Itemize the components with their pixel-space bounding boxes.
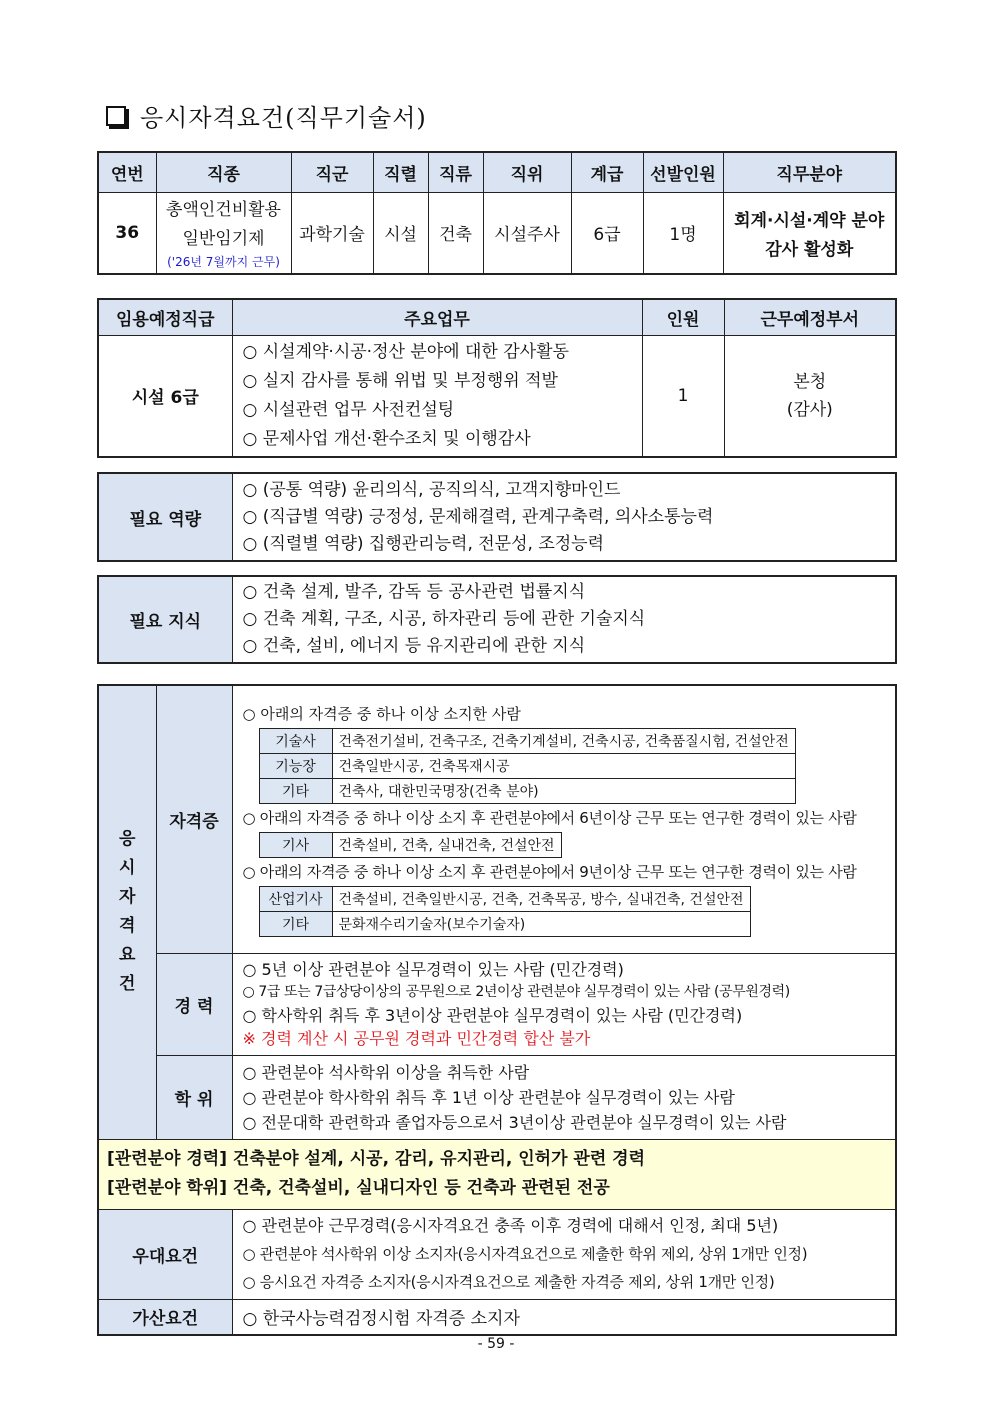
duty-count: 1 — [642, 335, 724, 457]
career-item: ○ 7급 또는 7급상당이상의 공무원으로 2년이상 관련분야 실무경력이 있는 사람 (공무원경력) — [242, 984, 790, 1000]
cert-label: 자격증 — [156, 685, 232, 953]
vert-char: 건 — [119, 974, 136, 995]
cert-kind: 기타 — [259, 778, 332, 803]
degree-item: ○ 관련분야 석사학위 이상을 취득한 사람 — [242, 1062, 530, 1082]
position-table — [97, 151, 897, 275]
related-career: [관련분야 경력] 건축분야 설계, 시공, 감리, 유지관리, 인허가 관련 경력 — [107, 1149, 646, 1169]
preference-item: ○ 관련분야 석사학위 이상 소지자(응시자격요건으로 제출한 학위 제외, 상위 1개만 인정) — [242, 1245, 808, 1263]
cert1-intro: ○ 아래의 자격증 중 하나 이상 소지한 사람 — [242, 704, 521, 723]
competency-item: ○ (직급별 역량) 긍정성, 문제해결력, 관계구축력, 의사소통능력 — [242, 506, 714, 527]
career-cell — [232, 953, 896, 1055]
knowledge-item: ○ 건축 계획, 구조, 시공, 하자관리 등에 관한 기술지식 — [242, 609, 646, 629]
cert-kind: 기술사 — [259, 728, 332, 753]
type-note: ('26년 7월까지 근무) — [167, 255, 280, 270]
duty-dept — [724, 335, 896, 457]
vert-char: 시 — [119, 858, 136, 879]
page-number: - 59 - — [477, 1336, 515, 1352]
header-count: 선발인원 — [643, 152, 723, 192]
field-line2: 감사 활성화 — [765, 239, 854, 260]
header-field: 직무분야 — [723, 152, 896, 192]
cert-list: 건축설비, 건축, 실내건축, 건설안전 — [332, 832, 561, 857]
cert-kind: 산업기사 — [259, 886, 332, 911]
duty-item: ○ 문제사업 개선·환수조치 및 이행감사 — [242, 428, 531, 449]
duty-list — [232, 335, 642, 457]
cert-list: 건축전기설비, 건축구조, 건축기계설비, 건축시공, 건축품질시험, 건설안전 — [332, 728, 795, 753]
header-people: 인원 — [642, 299, 724, 335]
knowledge-label: 필요 지식 — [98, 576, 232, 663]
duty-table — [97, 298, 897, 458]
degree-label: 학 위 — [156, 1055, 232, 1139]
header-appoint-grade: 임용예정직급 — [98, 299, 232, 335]
preference-item: ○ 응시요건 자격증 소지자(응시자격요건으로 제출한 자격증 제외, 상위 1개만 인정) — [242, 1273, 775, 1291]
row-class: 건축 — [428, 192, 483, 274]
header-grade: 계급 — [571, 152, 643, 192]
duty-item: ○ 실지 감사를 통해 위법 및 부정행위 적발 — [242, 370, 558, 391]
row-position: 시설주사 — [483, 192, 571, 274]
career-label: 경 력 — [156, 953, 232, 1055]
cert-list: 건축일반시공, 건축목재시공 — [332, 753, 795, 778]
cert-list: 문화재수리기술자(보수기술자) — [332, 911, 750, 936]
degree-item: ○ 전문대학 관련학과 졸업자등으로서 3년이상 관련분야 실무경력이 있는 사람 — [242, 1112, 787, 1132]
cert-cell — [232, 685, 896, 953]
row-count: 1명 — [643, 192, 723, 274]
checkbox-square-icon — [106, 106, 126, 126]
dept-line2: (감사) — [786, 399, 833, 420]
cert2-table — [259, 832, 562, 858]
requirements-table — [97, 684, 897, 1336]
vert-char: 요 — [119, 945, 136, 966]
type-line1: 총액인건비활용 — [166, 200, 281, 221]
bonus-label: 가산요건 — [98, 1299, 232, 1335]
header-no: 연번 — [98, 152, 156, 192]
header-position: 직위 — [483, 152, 571, 192]
cert-kind: 기능장 — [259, 753, 332, 778]
vert-char: 응 — [119, 829, 136, 850]
degree-item: ○ 관련분야 학사학위 취득 후 1년 이상 관련분야 실무경력이 있는 사람 — [242, 1087, 735, 1107]
page-title — [106, 98, 427, 133]
vert-char: 격 — [119, 916, 136, 937]
related-degree: [관련분야 학위] 건축, 건축설비, 실내디자인 등 건축과 관련된 전공 — [107, 1178, 610, 1198]
preference-item: ○ 관련분야 근무경력(응시자격요건 충족 이후 경력에 대해서 인정, 최대 5년) — [242, 1216, 779, 1235]
career-note: ※ 경력 계산 시 공무원 경력과 민간경력 합산 불가 — [242, 1029, 591, 1048]
appoint-grade: 시설 6급 — [98, 335, 232, 457]
type-line2: 일반임기제 — [182, 229, 265, 250]
vert-char: 자 — [119, 887, 136, 908]
competency-item: ○ (직렬별 역량) 집행관리능력, 전문성, 조정능력 — [242, 533, 605, 554]
duty-item: ○ 시설관련 업무 사전컨설팅 — [242, 399, 455, 420]
cert-kind: 기타 — [259, 911, 332, 936]
row-field — [723, 192, 896, 274]
row-no: 36 — [98, 192, 156, 274]
related-field-cell — [98, 1139, 896, 1209]
header-series: 직렬 — [373, 152, 428, 192]
competency-table — [97, 472, 897, 562]
career-item: ○ 학사학위 취득 후 3년이상 관련분야 실무경력이 있는 사람 (민간경력) — [242, 1006, 743, 1025]
header-dept: 근무예정부서 — [724, 299, 896, 335]
competency-list — [232, 473, 896, 561]
knowledge-table — [97, 575, 897, 664]
cert-list: 건축사, 대한민국명장(건축 분야) — [332, 778, 795, 803]
page-title-text: 응시자격요건(직무기술서) — [140, 104, 427, 132]
degree-cell — [232, 1055, 896, 1139]
bonus-item: ○ 한국사능력검정시험 자격증 소지자 — [232, 1299, 896, 1335]
cert3-intro: ○ 아래의 자격증 중 하나 이상 소지 후 관련분야에서 9년이상 근무 또는 연구한 경력이 있는 사람 — [242, 862, 857, 881]
row-grade: 6급 — [571, 192, 643, 274]
competency-item: ○ (공통 역량) 윤리의식, 공직의식, 고객지향마인드 — [242, 479, 621, 500]
preference-label: 우대요건 — [98, 1209, 232, 1299]
row-series: 시설 — [373, 192, 428, 274]
header-group: 직군 — [291, 152, 373, 192]
knowledge-item: ○ 건축, 설비, 에너지 등 유지관리에 관한 지식 — [242, 636, 586, 656]
cert3-table — [259, 886, 751, 937]
header-type: 직종 — [156, 152, 291, 192]
dept-line1: 본청 — [793, 371, 827, 392]
cert-list: 건축설비, 건축일반시공, 건축, 건축목공, 방수, 실내건축, 건설안전 — [332, 886, 750, 911]
field-line1: 회계·시설·계약 분야 — [734, 210, 885, 231]
header-class: 직류 — [428, 152, 483, 192]
knowledge-item: ○ 건축 설계, 발주, 감독 등 공사관련 법률지식 — [242, 582, 586, 602]
header-duties: 주요업무 — [232, 299, 642, 335]
competency-label: 필요 역량 — [98, 473, 232, 561]
knowledge-list — [232, 576, 896, 663]
requirements-vertical-label — [98, 685, 156, 1139]
duty-item: ○ 시설계약·시공·정산 분야에 대한 감사활동 — [242, 341, 569, 362]
preference-cell — [232, 1209, 896, 1299]
career-item: ○ 5년 이상 관련분야 실무경력이 있는 사람 (민간경력) — [242, 960, 624, 979]
cert-kind: 기사 — [259, 832, 332, 857]
row-type — [156, 192, 291, 274]
row-group: 과학기술 — [291, 192, 373, 274]
cert2-intro: ○ 아래의 자격증 중 하나 이상 소지 후 관련분야에서 6년이상 근무 또는 연구한 경력이 있는 사람 — [242, 808, 857, 827]
cert1-table — [259, 728, 796, 804]
